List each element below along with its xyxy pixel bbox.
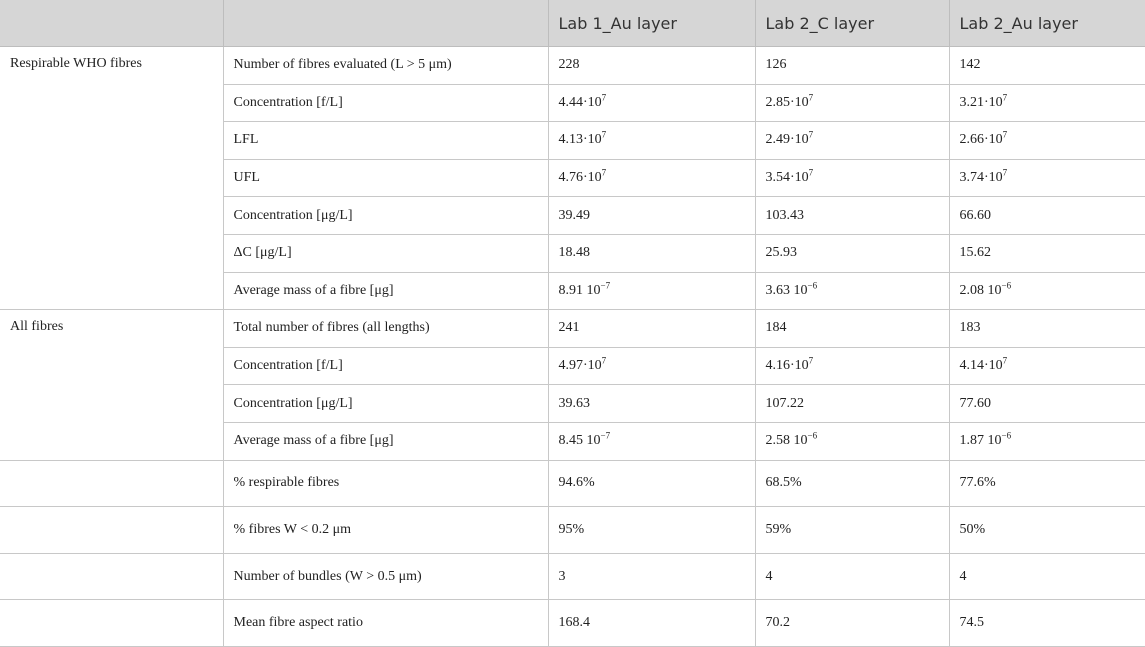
parameter-label: Number of fibres evaluated (L > 5 μm) bbox=[223, 47, 548, 85]
value-cell bbox=[949, 310, 1145, 348]
value-text: 184 bbox=[765, 320, 787, 336]
value-text: 2.85·10 bbox=[765, 94, 809, 110]
value-cell bbox=[548, 159, 755, 197]
value-cell bbox=[548, 310, 755, 348]
value-exponent: 7 bbox=[1002, 355, 1008, 366]
parameter-label: Total number of fibres (all lengths) bbox=[223, 310, 548, 348]
value-text: 2.08 10 bbox=[959, 282, 1002, 298]
parameter-label: % fibres W < 0.2 μm bbox=[223, 507, 548, 554]
value-text: 126 bbox=[765, 57, 787, 73]
value-text: 3.54·10 bbox=[765, 170, 809, 186]
value-text: 68.5% bbox=[765, 475, 802, 491]
table-row bbox=[0, 460, 1145, 507]
parameter-label: % respirable fibres bbox=[223, 460, 548, 507]
value-text: 228 bbox=[558, 57, 580, 73]
value-exponent: 7 bbox=[1002, 167, 1008, 178]
value-cell bbox=[949, 122, 1145, 160]
value-text: 74.5 bbox=[959, 615, 984, 631]
value-text: 2.58 10 bbox=[765, 433, 808, 449]
value-exponent: −6 bbox=[807, 430, 818, 441]
parameter-label: UFL bbox=[223, 159, 548, 197]
table-body bbox=[0, 47, 1145, 647]
value-text: 103.43 bbox=[765, 207, 804, 223]
value-cell bbox=[949, 159, 1145, 197]
value-text: 50% bbox=[959, 521, 986, 537]
value-text: 94.6% bbox=[558, 475, 595, 491]
value-cell bbox=[755, 272, 949, 310]
value-exponent: 7 bbox=[601, 129, 607, 140]
value-text: 3.21·10 bbox=[959, 94, 1003, 110]
parameter-label: Number of bundles (W > 0.5 μm) bbox=[223, 553, 548, 600]
row-group-label: All fibres bbox=[0, 310, 223, 460]
value-cell bbox=[548, 197, 755, 235]
value-cell bbox=[755, 122, 949, 160]
parameter-label: ΔC [μg/L] bbox=[223, 234, 548, 272]
value-cell bbox=[949, 600, 1145, 647]
value-cell bbox=[949, 385, 1145, 423]
value-exponent: −6 bbox=[807, 280, 818, 291]
value-text: 59% bbox=[765, 521, 792, 537]
value-text: 4.14·10 bbox=[959, 358, 1003, 374]
value-text: 66.60 bbox=[959, 207, 991, 223]
value-cell bbox=[755, 553, 949, 600]
row-group-label bbox=[0, 460, 223, 507]
value-text: 107.22 bbox=[765, 395, 804, 411]
value-exponent: −7 bbox=[600, 430, 611, 441]
value-text: 77.60 bbox=[959, 395, 991, 411]
value-text: 15.62 bbox=[959, 245, 991, 261]
value-text: 39.49 bbox=[558, 207, 590, 223]
value-cell bbox=[949, 84, 1145, 122]
row-group-label: Respirable WHO fibres bbox=[0, 47, 223, 310]
header-cell-group bbox=[0, 0, 223, 47]
header-row bbox=[0, 0, 1145, 47]
value-text: 2.49·10 bbox=[765, 132, 809, 148]
value-cell bbox=[755, 385, 949, 423]
value-cell bbox=[548, 234, 755, 272]
value-cell bbox=[949, 347, 1145, 385]
parameter-label: Average mass of a fibre [μg] bbox=[223, 422, 548, 460]
value-cell bbox=[548, 553, 755, 600]
value-cell bbox=[949, 197, 1145, 235]
value-text: 168.4 bbox=[558, 615, 590, 631]
value-text: 142 bbox=[959, 57, 981, 73]
value-exponent: 7 bbox=[1002, 92, 1008, 103]
parameter-label: Average mass of a fibre [μg] bbox=[223, 272, 548, 310]
value-exponent: 7 bbox=[601, 167, 607, 178]
value-cell bbox=[548, 600, 755, 647]
value-text: 4 bbox=[959, 568, 967, 584]
value-text: 70.2 bbox=[765, 615, 790, 631]
value-text: 77.6% bbox=[959, 475, 996, 491]
value-cell bbox=[548, 84, 755, 122]
header-cell-lab2-c: Lab 2_C layer bbox=[755, 0, 949, 47]
value-text: 8.91 10 bbox=[558, 282, 601, 298]
value-cell bbox=[949, 47, 1145, 85]
value-exponent: 7 bbox=[808, 167, 814, 178]
value-text: 8.45 10 bbox=[558, 433, 601, 449]
value-cell bbox=[949, 422, 1145, 460]
value-text: 95% bbox=[558, 521, 585, 537]
value-cell bbox=[548, 460, 755, 507]
value-text: 4.13·10 bbox=[558, 132, 602, 148]
value-text: 2.66·10 bbox=[959, 132, 1003, 148]
value-cell bbox=[949, 272, 1145, 310]
table-header bbox=[0, 0, 1145, 47]
value-text: 241 bbox=[558, 320, 580, 336]
value-exponent: 7 bbox=[601, 92, 607, 103]
value-exponent: 7 bbox=[808, 92, 814, 103]
value-text: 3.74·10 bbox=[959, 170, 1003, 186]
header-cell-lab1-au: Lab 1_Au layer bbox=[548, 0, 755, 47]
value-cell bbox=[949, 553, 1145, 600]
value-text: 4.97·10 bbox=[558, 358, 602, 374]
value-text: 25.93 bbox=[765, 245, 797, 261]
value-text: 3 bbox=[558, 568, 566, 584]
value-cell bbox=[755, 84, 949, 122]
parameter-label: Concentration [μg/L] bbox=[223, 385, 548, 423]
value-exponent: 7 bbox=[1002, 129, 1008, 140]
value-cell bbox=[755, 347, 949, 385]
value-text: 39.63 bbox=[558, 395, 590, 411]
value-cell bbox=[755, 197, 949, 235]
value-text: 4.16·10 bbox=[765, 358, 809, 374]
value-cell bbox=[755, 600, 949, 647]
value-cell bbox=[548, 272, 755, 310]
value-text: 4.44·10 bbox=[558, 94, 602, 110]
row-group-label bbox=[0, 507, 223, 554]
table-row bbox=[0, 507, 1145, 554]
table-row bbox=[0, 47, 1145, 85]
value-text: 4.76·10 bbox=[558, 170, 602, 186]
value-text: 3.63 10 bbox=[765, 282, 808, 298]
value-cell bbox=[548, 385, 755, 423]
value-cell bbox=[755, 460, 949, 507]
value-exponent: −6 bbox=[1001, 280, 1012, 291]
value-cell bbox=[755, 47, 949, 85]
value-cell bbox=[548, 122, 755, 160]
value-cell bbox=[755, 310, 949, 348]
table-row bbox=[0, 600, 1145, 647]
header-cell-parameter bbox=[223, 0, 548, 47]
value-cell bbox=[755, 159, 949, 197]
value-exponent: −7 bbox=[600, 280, 611, 291]
value-cell bbox=[548, 347, 755, 385]
value-cell bbox=[548, 422, 755, 460]
table-row bbox=[0, 310, 1145, 348]
value-cell bbox=[755, 234, 949, 272]
parameter-label: Concentration [μg/L] bbox=[223, 197, 548, 235]
parameter-label: Concentration [f/L] bbox=[223, 84, 548, 122]
row-group-label bbox=[0, 600, 223, 647]
value-text: 183 bbox=[959, 320, 981, 336]
parameter-label: Concentration [f/L] bbox=[223, 347, 548, 385]
value-cell bbox=[548, 507, 755, 554]
value-text: 4 bbox=[765, 568, 773, 584]
row-group-label bbox=[0, 553, 223, 600]
value-text: 1.87 10 bbox=[959, 433, 1002, 449]
value-exponent: 7 bbox=[808, 355, 814, 366]
value-cell bbox=[949, 460, 1145, 507]
header-cell-lab2-au: Lab 2_Au layer bbox=[949, 0, 1145, 47]
value-cell bbox=[755, 422, 949, 460]
value-cell bbox=[949, 507, 1145, 554]
value-exponent: 7 bbox=[808, 129, 814, 140]
value-cell bbox=[755, 507, 949, 554]
parameter-label: Mean fibre aspect ratio bbox=[223, 600, 548, 647]
value-exponent: −6 bbox=[1001, 430, 1012, 441]
value-cell bbox=[548, 47, 755, 85]
parameter-label: LFL bbox=[223, 122, 548, 160]
value-text: 18.48 bbox=[558, 245, 590, 261]
value-exponent: 7 bbox=[601, 355, 607, 366]
value-cell bbox=[949, 234, 1145, 272]
table-row bbox=[0, 553, 1145, 600]
